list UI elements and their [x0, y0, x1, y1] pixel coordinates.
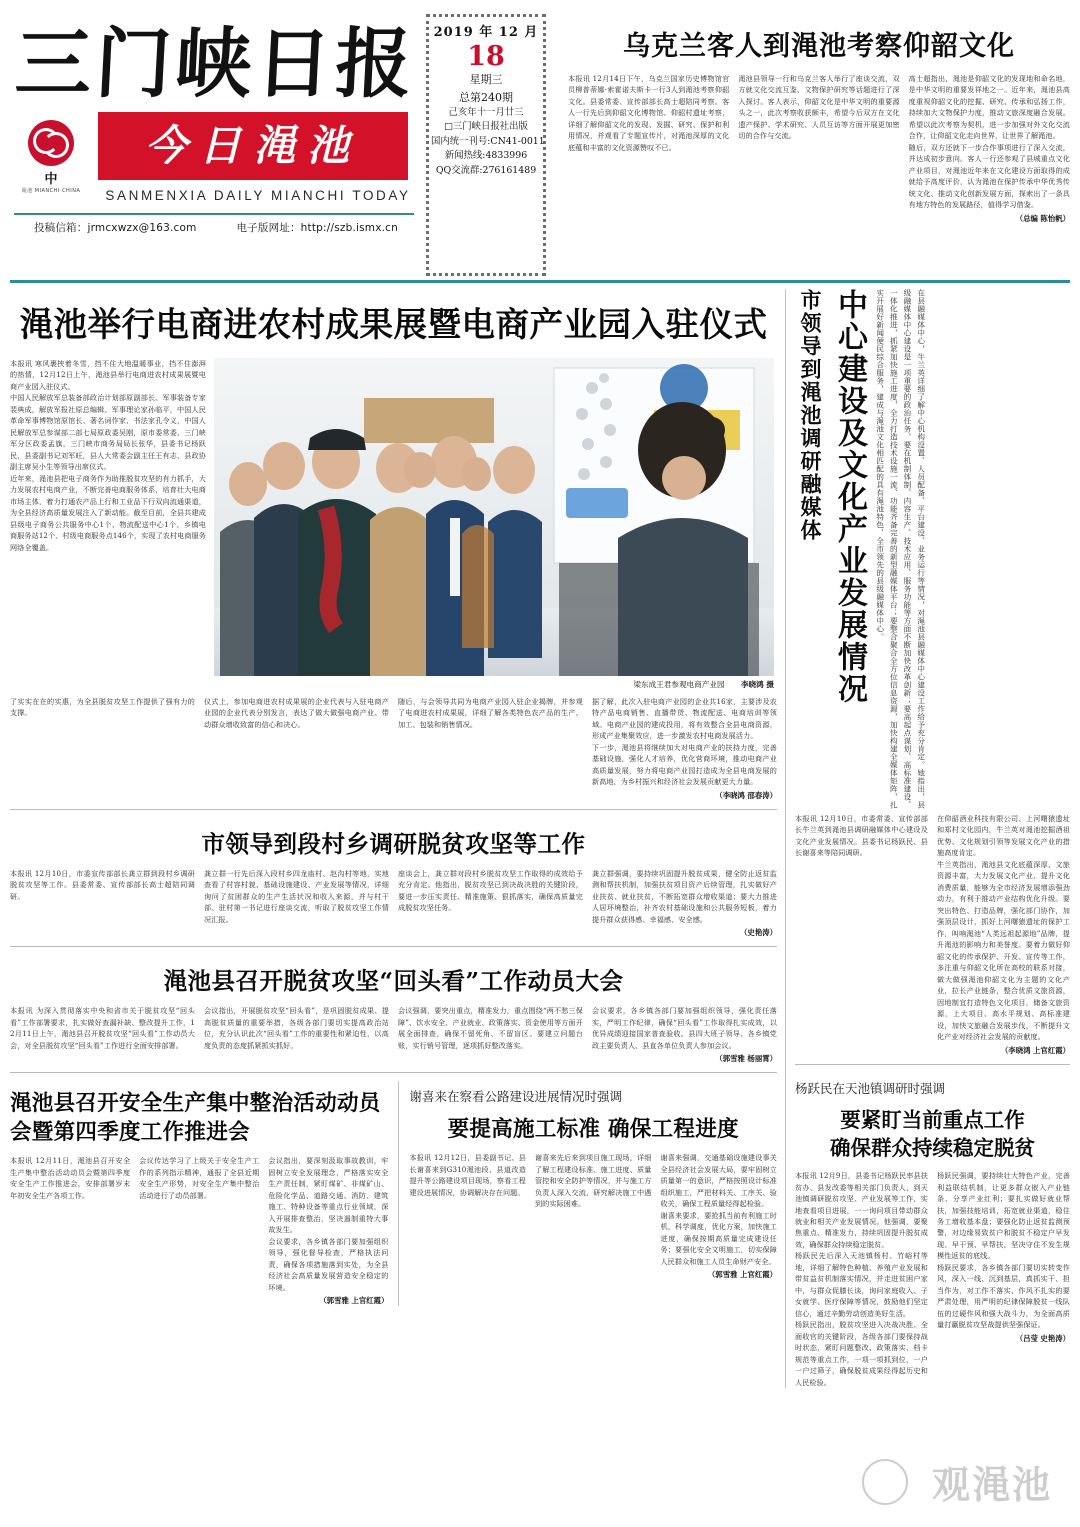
mianchi-logo — [12, 120, 90, 194]
lead-photo-block — [214, 358, 774, 690]
paper-title: 三门峡日报 — [13, 19, 418, 108]
article-rongmeiti — [795, 289, 1070, 1056]
article-rongmeiti-columns — [795, 813, 1070, 1056]
paragraph: 本报讯 12月12日，县委副书记、县长谢喜来到G310渑池段、县道改造提升等公路建设项目现场，察看工程建设进展情况，协调解决存在问题。 — [409, 1153, 526, 1197]
article-rongmeiti-headline-sub: 市领导到渑池调研融媒体 — [798, 289, 823, 542]
paragraph: 牛兰英指出，渑池县文化底蕴深厚、文旅资源丰富，大力发展文化产业、提升文化消费质量，能够为全市经济发展增添强劲动力，有利于推动产业结构优化升级。要突出特色、打造品牌，强化部门协作，加强顶层设计，抓好上河曙猿遗址的保护工作，叫响渑池“人类远祖起源地”品牌，提升渑池的影响力和美誉度。要着力做好仰韶文化的传承保护、开发、宣传等工作，多注重与仰韶文化所在高校的联系对接，做大做强渑池仰韶文化为主题的文化产业，拉长产业链条，整合优质文旅资源，因地制宜打造特色文化项目，储备文旅资源，上大项目、高水平规划、高标准建设，加快文旅融合发展步伐，不断提升文化产业对经济社会发展的贡献度。 — [937, 859, 1070, 1042]
paragraph: 在仰韶酒业科技有限公司、上河曙猿遗址和郑村文化园内，牛兰英对渑池挖掘酒祖优势、文化规划引领等发展文化产业的措施高度肯定。 — [937, 814, 1070, 858]
right-zone — [785, 289, 1070, 1388]
paragraph: 本报讯 12月9日，县委书记杨跃民率县扶贫办、县发改委等相关部门负责人，到天池镇调研脱贫攻坚、产业发展等工作，实地查看项目进展，一一询问项目带动群众就业和相关产业发展情况。他强调，要聚焦重点、精准发力，持续巩固提升脱贫成效，确保群众持续稳定脱贫。 — [795, 1171, 928, 1249]
left-zone — [10, 289, 785, 1388]
paragraph: 谢喜来要求，要抢抓当前有利施工时机，科学调度，优化方案，加快施工进度，确保按期高质量完成建设任务；要强化安全文明施工，切实保障人民群众和施工人员生命财产安全。 — [660, 1210, 777, 1266]
article-byline: （总编 陈怡帆） — [1015, 213, 1070, 223]
paragraph: 杨跃民指出，脱贫攻坚进入决战决胜、全面收官的关键阶段，各级各部门要保持战时状态，紧盯问题整改、政策落实、档卡规范等重点工作，一项一项抓到位，一户一户过筛子，确保脱贫成果经得起历史和人民检验。 — [795, 1320, 928, 1387]
column — [592, 868, 777, 938]
column — [660, 1152, 777, 1280]
article-tianchi-kicker: 杨跃民在天池镇调研时强调 — [795, 1080, 946, 1096]
paragraph: 会议要求，各乡镇各部门要加强组织领导，强化督导检查，严格执法问责，确保各项措施落到实处，为全县经济社会高质量发展营造安全稳定的环境。 — [268, 1236, 389, 1292]
paragraph: 中国人民解放军总装备部政治计划部原副部长、军事装备专家裴典成，解放军报社原总编辑、军事理论家孙临平，中国人民革命军事博物馆原馆长、著名词作家、书法家孔令义，中国人民解放军总参谋部二部七局原政委吴刚，原市委常委、三门峡军分区政委孟旗，三门峡市商务局局长张华，县委书记杨跃民，县委副书记刘军旺，县人大常委会副主任王有志，县政协副主席吴小生等领导出席仪式。 — [10, 393, 206, 472]
masthead-divider — [14, 213, 414, 215]
paragraph: 本报讯 12月14日下午，乌克兰国家历史博物馆官员柳普蒂娜·索霍诺夫斯卡一行3人到渑池考察仰韶文化。县委常委、宣传部部长高士超陪同考察。客人一行先后到仰韶文化博物馆、仰韶村遗址考察，详细了解仰韶文化的发现、发掘、研究、保护和利用情况，并观看了专题宣传片，对渑池深厚的文化底蕴和丰富的文化资源赞叹不已。 — [568, 74, 730, 152]
submission-email: 投稿信箱：jrmcxwzx@163.com — [33, 222, 197, 234]
paragraph: 谢喜来先后来到项目施工现场，详细了解工程建设标准、施工进度、质量管控和安全防护等情况，并与施工方负责人深入交流，研究解决施工中遇到的实际困难。 — [534, 1153, 652, 1209]
article-byline: （郭雪雅 上官红霞） — [319, 1296, 389, 1306]
paragraph: 仪式上，参加电商进农村成果展的企业代表与入驻电商产业园的企业代表分别发言，表达了做大做强电商产业、带动群众增收致富的信心和决心。 — [204, 697, 389, 729]
paragraph: 随后，与会领导共同为电商产业园入驻企业揭牌，并参观了电商进农村成果展，详细了解各类特色农产品的生产、加工、包装和销售情况。 — [398, 697, 583, 729]
section-divider — [10, 1072, 777, 1073]
section-divider — [10, 809, 777, 810]
publisher: □三门峡日报社出版 — [444, 121, 528, 133]
paragraph: 随后，双方还就下一步合作事项进行了深入交流，并达成初步意向。客人一行还参观了县城重点文化产业项目，对渑池近年来在文化建设方面取得的成就给予高度评价，认为渑池在保护传承中华优秀传统文化、推动文化创新发展方面，探索出了一条具有地方特色的发展路径，值得学习借鉴。 — [908, 142, 1070, 210]
paragraph: 下一步，渑池县将继续加大对电商产业的扶持力度，完善基础设施，强化人才培养，优化营商环境，推动电商产业高质量发展，努力将电商产业园打造成为全县电商发展的新高地，为乡村振兴和经济社会发展贡献更大力量。 — [592, 742, 777, 787]
qq-group: QQ交流群:276161489 — [435, 164, 537, 176]
paragraph: 座谈会上，龚立群对段村乡脱贫攻坚工作取得的成效给予充分肯定。他指出，脱贫攻坚已到决战决胜的关键阶段，要进一步压实责任、精准施策、狠抓落实，确保高质量完成脱贫攻坚任务。 — [398, 868, 583, 913]
article-anquan-columns — [10, 1155, 388, 1306]
paragraph: 会议指出，要深刻汲取事故教训，牢固树立安全发展理念，严格落实安全生产责任制，紧盯煤矿、非煤矿山、危险化学品、道路交通、消防、建筑施工、特种设备等重点行业领域，深入开展排查整治，坚决遏制重特大事故发生。 — [268, 1156, 389, 1235]
section-divider — [795, 1064, 1070, 1065]
english-title: SANMENXIA DAILY MIANCHI TODAY — [105, 188, 411, 203]
masthead-brand — [10, 8, 420, 276]
article-duancun — [10, 818, 777, 938]
column — [909, 73, 1070, 224]
headline-line-1: 要紧盯当前重点工作 — [840, 1107, 1025, 1132]
logo-cn-label: 中 — [44, 172, 58, 187]
article-ukraine-columns — [568, 73, 1070, 224]
paragraph: 会议强调，要突出重点，精准发力，重点围绕“两不愁三保障”、饮水安全、产业就业、政策落实、资金使用等方面开展全面排查，确保不留死角、不留盲区。要建立问题台账，实行销号管理，逐项抓好整改落实。 — [398, 1006, 583, 1050]
paragraph: 高士超指出，渑池是仰韶文化的发现地和命名地，是中华文明的重要发祥地之一。近年来，渑池县高度重视仰韶文化的挖掘、研究、传承和弘扬工作，持续加大文物保护力度，推动文旅深度融合发展。希望以此次考察为契机，进一步加强对外文化交流合作，让仰韶文化走向世界，让世界了解渑池。 — [908, 74, 1070, 141]
logo-sub-label: 渑池 MIANCHI·CHINA — [21, 188, 81, 194]
cn-serial-number: 国内统一刊号:CN41-0011 — [431, 135, 545, 147]
page-body — [10, 289, 1070, 1388]
article-ukraine-visit — [558, 8, 1070, 276]
paragraph: 本报讯 12月11日，渑池县召开安全生产集中整治活动动员会暨第四季度安全生产工作推进会，安排部署岁末年初安全生产各项工作。 — [10, 1156, 131, 1200]
article-tianchi-headline — [795, 1099, 1070, 1170]
article-byline: （吕莹 史艳涛） — [1015, 1333, 1070, 1343]
article-huitoukan — [10, 955, 777, 1064]
paragraph: 杨跃民先后深入天池镇杨村、竹峪村等地，详细了解特色种植、养殖产业发展和带贫益贫机制落实情况，并走进贫困户家中，与群众促膝长谈，询问家庭收入、子女就学、医疗保障等情况，鼓励他们坚定信心，通过辛勤劳动创造美好生活。 — [795, 1251, 928, 1318]
news-hotline: 新闻热线:4833996 — [444, 150, 528, 162]
article-byline: （郭雪雅 上官红霞） — [707, 1270, 777, 1280]
column — [568, 73, 729, 224]
article-byline: （史艳涛） — [740, 928, 777, 938]
article-gonglu-kicker: 谢喜来在察看公路建设进展情况时强调 — [409, 1089, 622, 1105]
article-tianchi — [795, 1073, 1070, 1389]
lunar-date: 己亥年十一月廿三 — [448, 106, 524, 118]
digital-edition-url: 电子版网址：http://szb.ismx.cn — [236, 222, 399, 234]
date-box — [426, 14, 546, 276]
column — [937, 1170, 1070, 1388]
paragraph: 了实实在在的实惠，为全县脱贫攻坚工作提供了强有力的支撑。 — [10, 697, 195, 718]
masthead — [10, 8, 1070, 276]
article-tianchi-columns — [795, 1170, 1070, 1388]
red-banner-text: 今日渑池 — [144, 121, 361, 170]
photo-illustration — [214, 358, 774, 676]
watermark-text: 观渑池 — [931, 1462, 1052, 1507]
masthead-contact — [14, 220, 418, 235]
paragraph: 本报讯 寒风裹挟着冬雪，挡不住大地温暖事业，挡不住澎湃的热情，12月12日上午，渑池县举行电商进农村成果展暨电商产业园入驻仪式。 — [10, 359, 206, 391]
article-byline: （郭雪雅 杨丽霄） — [715, 1054, 777, 1064]
bottom-articles — [10, 1081, 777, 1306]
paragraph: 本报讯 12月10日，市委宣传部部长龚立群到段村乡调研脱贫攻坚等工作。县委常委、宣传部部长高士超陪同调研。 — [10, 868, 195, 901]
section-divider — [10, 946, 777, 947]
article-gonglu-columns — [409, 1152, 777, 1280]
paragraph: 杨跃民强调，要持续壮大特色产业，完善利益联结机制，让更多群众嵌入产业链条、分享产业红利；要扎实做好就业帮扶，加强技能培训，拓宽就业渠道，稳住务工增收基本盘；要强化防止返贫监测预警，对边缘易致贫户和脱贫不稳定户早发现、早干预、早帮扶，坚决守住不发生规模性返贫的底线。 — [937, 1171, 1070, 1261]
paragraph: 近年来，渑池县把电子商务作为助推脱贫攻坚的有力抓手，大力发展农村电商产业，不断完善电商服务体系，培育壮大电商市场主体，着力打通农产品上行和工业品下行双向流通渠道，为全县经济高质量发展注入了新动能。截至目前，全县共建成县级电子商务公共服务中心1个、物流配送中心1个、乡镇电商服务站12个、村级电商服务点146个，实现了农村电商服务网络全覆盖。 — [10, 473, 206, 552]
masthead-bottom-rule — [10, 280, 1070, 283]
lead-photo — [214, 358, 774, 676]
paragraph: 会议要求，各乡镇各部门要加强组织领导，强化责任落实，严明工作纪律，确保“回头看”工作取得扎实成效，以优异成绩迎接国家普查验收。县四大班子领导、各乡镇党政主要负责人、县直各单位负责人参加会议。 — [592, 1006, 777, 1050]
article-rongmeiti-vertical-block — [795, 289, 1070, 809]
article-byline: （李晓鸿 上官红霞） — [1000, 1045, 1070, 1055]
column — [10, 358, 206, 690]
lead-article-body — [10, 358, 777, 690]
paragraph: 据了解，此次入驻电商产业园的企业共16家，主要涉及农特产品电商销售、直播带货、物流配送、电商培训等领域。电商产业园的建成投用，将有效整合全县电商资源，形成产业集聚效应，进一步激发农村电商发展活力。 — [592, 697, 777, 741]
column — [592, 1005, 777, 1064]
paragraph: 龚立群强调，要持续巩固提升脱贫成果，健全防止返贫监测和帮扶机制，加强扶贫项目资产后续管理，扎实做好产业扶贫、就业扶贫，不断拓宽群众增收渠道；要大力推进人居环境整治，补齐农村基础设施和公共服务短板，着力提升群众获得感、幸福感、安全感。 — [592, 868, 777, 924]
red-banner — [98, 112, 408, 180]
column — [268, 1155, 388, 1306]
date-weekday: 星期三 — [469, 73, 503, 87]
article-rongmeiti-headline-main: 中心建设及文化产业发展情况 — [832, 289, 867, 705]
article-gonglu — [398, 1081, 777, 1306]
article-ukraine-headline: 乌克兰客人到渑池考察仰韶文化 — [623, 31, 1015, 62]
lead-article-lower-columns — [10, 696, 777, 801]
paragraph: 龚立群一行先后深入段村乡四龙庙村、赵沟村等地，实地查看了村容村貌、基础设施建设、产业发展等情况，详细询问了贫困群众的生产生活状况和收入来源，并与村干部、驻村第一书记进行座谈交流，听取了脱贫攻坚工作情况汇报。 — [204, 868, 389, 924]
date-year-month: 2019 年 12 月 — [433, 25, 539, 40]
article-anquan-headline: 渑池县召开安全生产集中整治活动动员会暨第四季度工作推进会 — [10, 1091, 381, 1146]
paragraph: 渑池县领导一行和乌克兰客人举行了座谈交流，双方就文化交流互鉴、文物保护研究等话题进行了深入探讨。客人表示，仰韶文化是中华文明的重要源头之一，此次考察收获颇丰，希望今后双方在文化遗产保护、学术研究、人员互访等方面开展更加密切的合作与交流。 — [738, 74, 900, 141]
article-duancun-headline: 市领导到段村乡调研脱贫攻坚等工作 — [201, 829, 586, 858]
paragraph: 本报讯 为深入贯彻落实中央和省市关于脱贫攻坚“回头看”工作部署要求，扎实做好查漏补缺、整改提升工作，12月11日上午，渑池县召开脱贫攻坚“回头看”工作动员大会，对全县脱贫攻坚“回头看”工作进行全面安排部署。 — [10, 1006, 195, 1050]
article-duancun-columns — [10, 868, 777, 938]
article-gonglu-headline: 要提高施工标准 确保工程进度 — [447, 1117, 739, 1143]
watermark-badge-icon — [862, 1459, 908, 1505]
paragraph: 谢喜来强调，交通基础设施建设事关全县经济社会发展大局，要牢固树立质量第一的意识，严格按照设计标准组织施工，严把材料关、工序关、验收关，确保工程质量经得起检验。 — [660, 1153, 777, 1209]
paragraph: 会议传达学习了上级关于安全生产工作的系列指示精神，通报了全县近期安全生产形势，对安全生产集中整治活动进行了动员部署。 — [139, 1156, 260, 1200]
caption-text: 梁东成王君参观电商产业园 — [633, 680, 725, 689]
issue-number: 总第240期 — [459, 90, 513, 104]
article-huitoukan-headline: 渑池县召开脱贫攻坚“回头看”工作动员大会 — [163, 967, 624, 996]
article-byline: （李晓鸿 邵春涛） — [715, 790, 777, 800]
date-day: 18 — [467, 41, 505, 73]
paragraph: 在县融媒体中心，牛兰英详细了解中心机构设置、人员配备、平台建设、业务运行等情况，对渑池县融媒体中心建设工作给予充分肯定。她指出，县级融媒体中心建设是一项重要的政治任务，要在机制体制、内容生产、技术应用、服务功能等方面不断加快改革创新；要高起点谋划、高标准建设、一体化推进，抓紧加快施工进度，全力打造技术设施一流、功能齐备完善的新型融媒体平台；要整合聚合全方位信息资源，加快构建全媒体矩阵，扎实开展好新闻便民综合服务，建成与渑池文化相匹配的具有渑池特色、全市领先的县级融媒体中心。 — [875, 289, 926, 809]
column — [795, 1170, 928, 1388]
lead-article-headline: 渑池举行电商进农村成果展暨电商产业园入驻仪式 — [19, 305, 768, 344]
lead-photo-caption — [214, 679, 774, 690]
paragraph: 本报讯 12月10日，市委常委、宣传部部长牛兰英到渑池县调研融媒体中心建设及文化产业发展情况。县委书记杨跃民、县长谢喜来等陪同调研。 — [795, 814, 928, 858]
photographer-credit: 李晓鸿 摄 — [740, 680, 774, 689]
paragraph: 会议指出，开展脱贫攻坚“回头看”，是巩固脱贫成果、提高脱贫质量的重要举措，各级各部门要切实提高政治站位，充分认识此次“回头看”工作的重要性和紧迫性，以高度负责的态度抓紧抓实抓好。 — [204, 1006, 389, 1050]
column — [592, 696, 777, 801]
headline-line-2: 确保群众持续稳定脱贫 — [830, 1136, 1035, 1161]
article-anquan — [10, 1081, 388, 1306]
paragraph: 杨跃民要求，各乡镇各部门要切实转变作风，深入一线、沉到基层，真抓实干、担当作为，对工作不落实、作风不扎实的要严肃处理，用严明的纪律保障脱贫一线队伍的过硬作风和强大战斗力，为全面高质量打赢脱贫攻坚战提供坚强保证。 — [937, 1262, 1070, 1330]
article-huitoukan-columns — [10, 1005, 777, 1064]
swirl-logo-icon — [28, 120, 74, 166]
column — [937, 813, 1070, 1056]
column — [738, 73, 899, 224]
